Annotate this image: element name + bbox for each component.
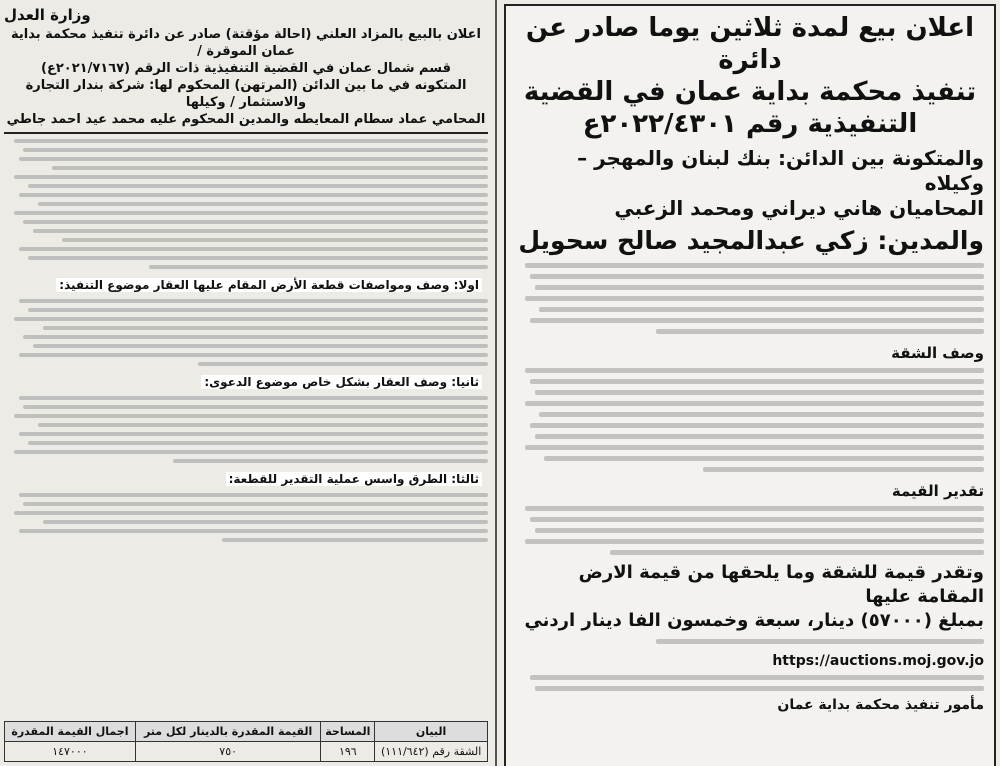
table-header: اجمال القيمة المقدرة <box>5 722 136 742</box>
table-row <box>5 742 488 762</box>
total-value-line: بمبلغ (٥٧٠٠٠) دينار، سبعة وخمسون الفا دينار اردني <box>524 610 984 631</box>
left-heading-line: اعلان بالبيع بالمزاد العلني (احالة مؤقتة) صادر عن دائرة تنفيذ محكمة بداية عمان الموقرة / <box>11 27 481 59</box>
notice-title <box>516 12 984 140</box>
apartment-label: وصف الشقة <box>891 344 984 362</box>
table-header: البيان <box>375 722 488 742</box>
title-line: اعلان بيع لمدة ثلاثين يوما صادر عن دائرة <box>525 13 975 75</box>
column-divider <box>495 0 497 766</box>
signature: مأمور تنفيذ محكمة بداية عمان <box>777 697 984 713</box>
parties-line: والمتكونة بين الدائن: بنك لبنان والمهجر – وكيلاه <box>577 146 984 195</box>
total-value-line: وتقدر قيمة للشقة وما يلحقها من قيمة الارض المقامة عليها <box>578 562 984 607</box>
left-heading-line: المتكونه في ما بين الدائن (المرتهن) المحكوم لها: شركة بندار التجارة والاستثمار / وكيلها <box>25 78 467 110</box>
valuation-placeholder <box>516 506 984 555</box>
left-section-2-title: ثانيا: وصف العقار بشكل خاص موضوع الدعوى: <box>201 375 482 389</box>
parties-line: المحاميان هاني ديراني ومحمد الزعبي <box>614 196 984 220</box>
table-cell: ١٤٧٠٠٠ <box>5 742 136 762</box>
left-body-placeholder <box>4 139 488 269</box>
closing-placeholder <box>516 639 984 691</box>
table-header-row <box>5 722 488 742</box>
table-cell: ٧٥٠ <box>135 742 321 762</box>
valuation-label: تقدير القيمة <box>891 482 984 500</box>
left-notice <box>4 4 488 766</box>
table-cell: ١٩٦ <box>321 742 375 762</box>
total-value <box>516 561 984 633</box>
table-header: القيمة المقدرة بالدينار لكل متر <box>135 722 321 742</box>
left-section-2-placeholder <box>4 396 488 463</box>
left-heading-line: قسم شمال عمان في القضية التنفيذية ذات الرقم (٢٠٢١/٧١٦٧ع) <box>41 61 451 76</box>
apartment-placeholder <box>516 368 984 472</box>
title-line: التنفيذية رقم ٢٠٢٢/٤٣٠١ع <box>582 109 918 139</box>
debtor-line: والمدين: زكي عبدالمجيد صالح سحويل <box>518 226 984 255</box>
ministry-name: وزارة العدل <box>4 6 91 24</box>
table-cell: الشقة رقم (١١١/٦٤٢) <box>375 742 488 762</box>
auction-url: https://auctions.moj.gov.jo <box>772 653 984 669</box>
parcel-placeholder <box>516 263 984 334</box>
left-section-1-title: اولا: وصف ومواصفات قطعة الأرض المقام عليها العقار موضوع التنفيذ: <box>56 278 482 292</box>
parties <box>516 146 984 221</box>
left-heading <box>4 26 488 128</box>
left-rule <box>4 132 488 134</box>
right-notice <box>504 4 996 766</box>
left-section-3-title: ثالثا: الطرق واسس عملية التقدير للقطعة: <box>226 472 482 486</box>
left-heading-line: المحامي عماد سطام المعايطه والمدين المحكوم عليه محمد عيد احمد جاطي <box>6 112 486 127</box>
left-section-1-placeholder <box>4 299 488 366</box>
valuation-table <box>4 721 488 762</box>
left-section-3-placeholder <box>4 493 488 542</box>
table-header: المساحة <box>321 722 375 742</box>
title-line: تنفيذ محكمة بداية عمان في القضية <box>523 77 977 107</box>
